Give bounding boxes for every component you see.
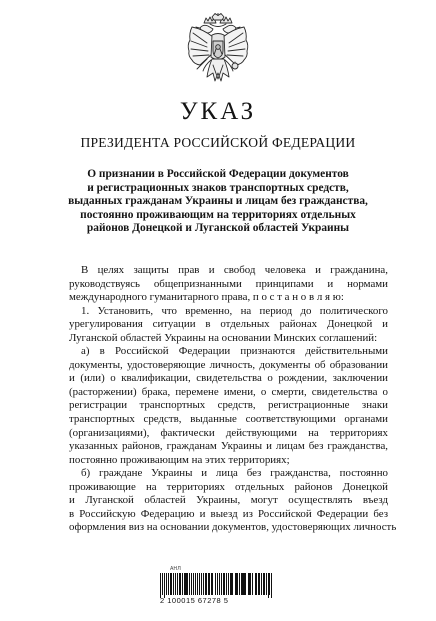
barcode-bar [211,573,212,595]
body-line: руководствуясь общепризнанными принципами и нормами [69,277,388,290]
body-line: б) граждане Украины и лица без гражданства, постоянно [81,467,388,480]
barcode-bar [248,573,249,595]
document-title: УКАЗ [179,98,257,125]
barcode-bar [269,573,270,595]
barcode-bar [252,573,254,595]
barcode-icon [160,573,276,595]
barcode-bar [219,573,220,595]
barcode-bar [215,573,217,595]
decree-heading-line: и регистрационных знаков транспортных средств, [87,181,349,194]
decree-heading-line: районов Донецкой и Луганской областей Украины [86,222,350,235]
barcode-bar [197,573,199,595]
decree-heading [50,168,386,236]
barcode-bar [205,573,207,595]
barcode-bar [184,573,185,595]
barcode-bar [258,573,260,595]
barcode-bar [199,573,200,595]
body-line: проживающие на территориях отдельных районов Донецкой [69,480,388,493]
body-line: в Российскую Федерацию и выезд из Российской Федерации без [69,507,388,520]
barcode-bar [160,573,161,598]
barcode-bar [217,573,218,595]
barcode-bar [261,573,262,595]
barcode-bar [263,573,265,595]
body-line: оформления виз на основании документов, удостоверяющих личность [69,521,397,534]
barcode-bar [228,573,229,595]
barcode-bar [223,573,225,595]
barcode-bar [232,573,233,595]
barcode-bar [249,573,251,595]
barcode-bar [235,573,236,595]
barcode-bar [179,573,181,595]
barcode-bar [255,573,256,595]
barcode-bar [175,573,176,595]
barcode-bar [168,573,169,595]
decree-heading-line: О признании в Российской Федерации документов [87,168,349,180]
barcode-bar [226,573,227,595]
barcode-bar [164,573,166,598]
russian-coat-of-arms-icon [183,13,253,91]
body-line: (организациями), фактически действующими на территориях [69,426,388,439]
barcode-number: 2 100015 67278 5 [160,596,229,605]
document-subtitle: ПРЕЗИДЕНТА РОССИЙСКОЙ ФЕДЕРАЦИИ [80,135,356,150]
barcode-bar [193,573,194,595]
barcode-bar [177,573,179,595]
barcode-top-label: АНЛ [170,566,181,572]
barcode-bar [170,573,172,595]
barcode-bar [268,573,269,598]
barcode-bar [191,573,193,595]
barcode-bar [203,573,204,595]
barcode-bar [256,573,257,595]
barcode-bar [212,573,213,595]
body-line: В целях защиты прав и свобод человека и гражданина, [81,264,388,276]
barcode-bar [230,573,232,595]
barcode-bar [166,573,167,595]
barcode-bar [189,573,190,595]
barcode-bar [236,573,238,595]
body-line: международного гуманитарного права, п о с т а н о в л я ю: [69,291,344,304]
barcode-bar [271,573,273,598]
barcode-bar [245,573,246,595]
barcode-bar [208,573,210,595]
body-line: (расторжении) брака, перемене имени, о смерти, свидетельства о [69,385,388,398]
body-line: постоянно проживающим на этих территориях; [69,453,290,466]
body-line: 1. Установить, что временно, на период до политического [81,304,388,317]
barcode-bar [185,573,187,595]
decree-body [69,264,397,535]
barcode-bar [201,573,202,595]
decree-heading-line: выданных гражданам Украины и лицам без гражданства, [68,195,368,208]
body-line: указанных районов, гражданам Украины и лицам без гражданства, [69,440,388,453]
barcode-bar [239,573,240,595]
barcode-bar [242,573,244,595]
document-barcode [160,566,276,605]
barcode-bar [195,573,196,595]
body-line: регистрации транспортных средств, регистрационные знаки [69,399,388,412]
body-line: и Луганской областей Украины, могут осуществлять въезд [69,494,388,507]
barcode-bar [221,573,223,595]
body-line: а) в Российской Федерации признаются действительными [81,345,388,358]
body-line: транспортных средств, выданные соответствующими органами [69,413,388,426]
barcode-bar [182,573,183,595]
barcode-bar [241,573,242,595]
barcode-bar [173,573,174,595]
decree-heading-line: постоянно проживающим на территориях отдельных [80,208,356,221]
body-line: и (или) о квалификации, свидетельства о рождении, заключении [69,372,388,385]
body-line: документы, удостоверяющие личность, документы об образовании [69,358,388,371]
barcode-bar [266,573,267,595]
body-line: урегулирования ситуации в отдельных районах Донецкой и [69,318,388,331]
body-line: Луганской областей Украины на основании Минских соглашений: [69,331,378,344]
barcode-bar [162,573,163,595]
